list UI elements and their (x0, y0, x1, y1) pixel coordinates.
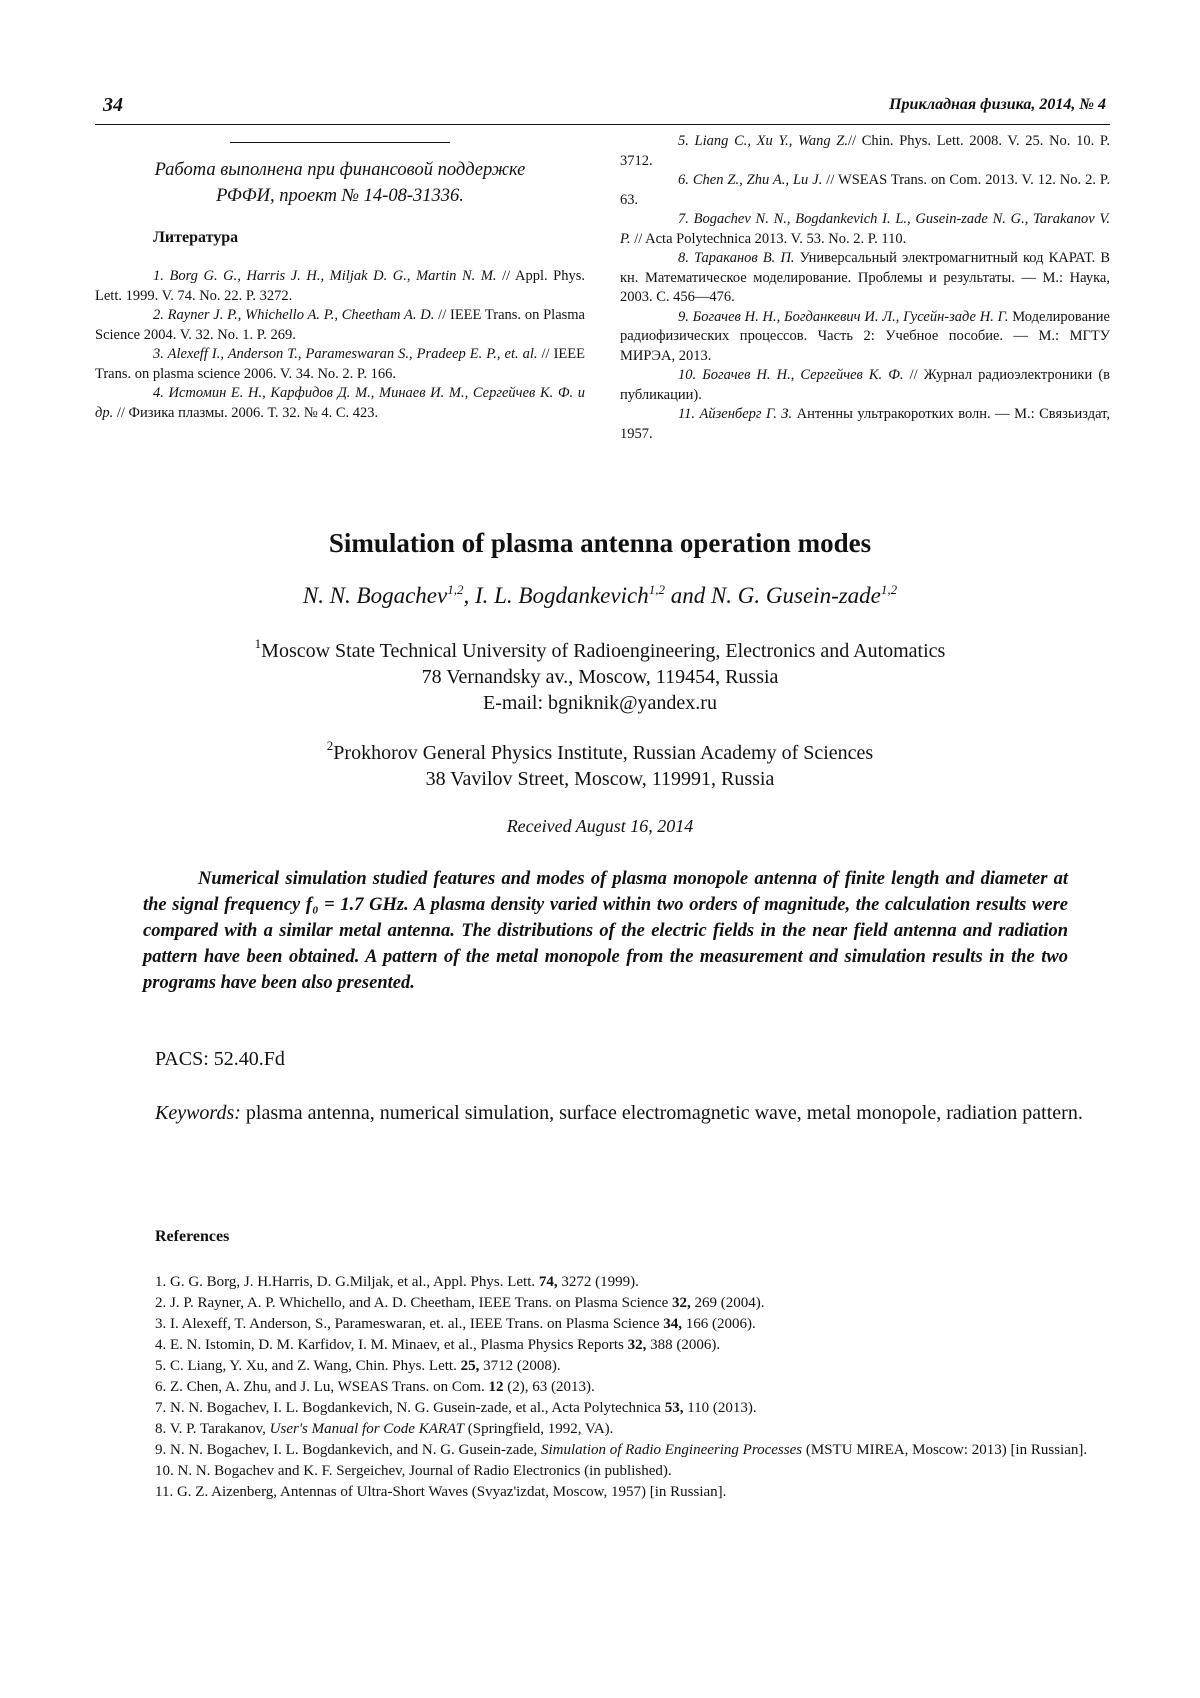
funding-line-1: Работа выполнена при финансовой поддержке (154, 160, 526, 180)
affiliation-2-marker: 2 (326, 738, 334, 753)
affiliation-1-email: E-mail: bgniknik@yandex.ru (483, 692, 717, 714)
keywords-label: Keywords: (155, 1102, 241, 1124)
literature-list-left (95, 267, 585, 423)
reference-item: 7. N. N. Bogachev, I. L. Bogdankevich, N. G. Gusein-zade, et al., Acta Polytechnica 53, 110 (2013). (155, 1400, 757, 1416)
keywords (95, 1100, 1110, 1126)
literature-item: 10. Богачев Н. Н., Сергейчев К. Ф. // Журнал радиоэлектроники (в публикации). (620, 367, 1110, 403)
reference-item: 8. V. P. Tarakanov, User's Manual for Code KARAT (Springfield, 1992, VA). (155, 1421, 614, 1437)
author-2: , I. L. Bogdankevich (463, 583, 649, 608)
literature-item: 1. Borg G. G., Harris J. H., Miljak D. G., Martin N. M. // Appl. Phys. Lett. 1999. V. 74. No. 22. P. 3272. (95, 268, 586, 304)
literature-list-right (620, 132, 1110, 444)
reference-item: 10. N. N. Bogachev and K. F. Sergeichev, Journal of Radio Electronics (in published). (155, 1463, 672, 1479)
abstract: Numerical simulation studied features and modes of plasma monopole antenna of finite length and diameter at the signal frequency f₀ = 1.7 GHz. A plasma density varied within two orders of magnitude, the calculation results were compared with a similar metal antenna. The distributions of the electric fields in the near field antenna and radiation pattern have been obtained. A pattern of the metal monopole from the measurement and simulation results in the two programs have been also presented. (143, 869, 1068, 993)
reference-item: 1. G. G. Borg, J. H.Harris, D. G.Miljak, et al., Appl. Phys. Lett. 74, 3272 (1999). (155, 1274, 639, 1290)
affiliation-2 (0, 740, 1200, 792)
literature-heading: Литература (153, 229, 239, 246)
funding-line-2: РФФИ, проект № 14-08-31336. (216, 186, 464, 206)
references-list (95, 1272, 1110, 1503)
author-1: N. N. Bogachev (302, 583, 448, 608)
reference-item: 11. G. Z. Aizenberg, Antennas of Ultra-Short Waves (Svyaz'izdat, Moscow, 1957) [in Russian]. (155, 1484, 727, 1500)
reference-item: 2. J. P. Rayner, A. P. Whichello, and A. D. Cheetham, IEEE Trans. on Plasma Science 32, 269 (2004). (155, 1295, 765, 1311)
author-1-affil: 1,2 (447, 582, 464, 597)
paper-title: Simulation of plasma antenna operation modes (328, 528, 872, 558)
affiliation-1-marker: 1 (254, 636, 262, 651)
running-header (95, 90, 1110, 125)
literature-item: 8. Тараканов В. П. Универсальный электромагнитный код КАРАТ. В кн. Математическое моделирование. Проблемы и результаты. — М.: Наука, 2003. С. 456—476. (620, 250, 1110, 305)
author-3: and N. G. Gusein-zade (664, 583, 881, 608)
literature-item: 6. Chen Z., Zhu A., Lu J. // WSEAS Trans. on Com. 2013. V. 12. No. 2. P. 63. (620, 172, 1110, 208)
journal-title: Прикладная физика, 2014, № 4 (889, 96, 1106, 113)
literature-item: 3. Alexeff I., Anderson T., Parameswaran S., Pradeep E. P., et. al. // IEEE Trans. on plasma science 2006. V. 34. No. 2. P. 166. (95, 346, 585, 382)
reference-item: 5. C. Liang, Y. Xu, and Z. Wang, Chin. Phys. Lett. 25, 3712 (2008). (155, 1358, 561, 1374)
author-list (0, 583, 1200, 609)
reference-item: 4. E. N. Istomin, D. M. Karfidov, I. M. Minaev, et al., Plasma Physics Reports 32, 388 (2006). (155, 1337, 721, 1353)
author-2-affil: 1,2 (648, 582, 665, 597)
references-heading: References (155, 1228, 230, 1245)
footnote-rule (230, 142, 450, 143)
left-column (95, 132, 585, 423)
reference-item: 6. Z. Chen, A. Zhu, and J. Lu, WSEAS Trans. on Com. 12 (2), 63 (2013). (155, 1379, 595, 1395)
literature-item: 11. Айзенберг Г. З. Антенны ультракоротких волн. — М.: Связьиздат, 1957. (620, 406, 1110, 442)
literature-item: 9. Богачев Н. Н., Богданкевич И. Л., Гусейн-заде Н. Г. Моделирование радиофизических процессов. Часть 2: Учебное пособие. — М.: МГТУ МИРЭА, 2013. (620, 308, 1110, 364)
received-date: Received August 16, 2014 (506, 816, 694, 836)
affiliation-2-name: Prokhorov General Physics Institute, Russian Academy of Sciences (333, 742, 874, 764)
affiliation-1-address: 78 Vernandsky av., Moscow, 119454, Russia (421, 666, 779, 688)
affiliation-1-name: Moscow State Technical University of Radioengineering, Electronics and Automatics (261, 640, 946, 662)
author-3-affil: 1,2 (880, 582, 898, 597)
page-number: 34 (103, 94, 123, 116)
keywords-text: plasma antenna, numerical simulation, surface electromagnetic wave, metal monopole, radiation pattern. (240, 1102, 1083, 1124)
reference-item: 9. N. N. Bogachev, I. L. Bogdankevich, and N. G. Gusein-zade, Simulation of Radio Engineering Processes (MSTU MIREA, Moscow: 2013) [in Russian]. (155, 1442, 1088, 1458)
literature-item: 4. Истомин Е. Н., Карфидов Д. М., Минаев И. М., Сергейчев К. Ф. и др. // Физика плазмы. 2006. Т. 32. № 4. С. 423. (95, 385, 585, 421)
literature-item: 7. Bogachev N. N., Bogdankevich I. L., Gusein-zade N. G., Tarakanov V. P. // Acta Polytechnica 2013. V. 53. No. 2. P. 110. (620, 211, 1110, 247)
funding-note (95, 157, 585, 209)
right-column (620, 132, 1110, 444)
pacs-code: PACS: 52.40.Fd (155, 1048, 285, 1070)
reference-item: 3. I. Alexeff, T. Anderson, S., Parameswaran, et. al., IEEE Trans. on Plasma Science 34, 166 (2006). (155, 1316, 756, 1332)
literature-item: 2. Rayner J. P., Whichello A. P., Cheetham A. D. // IEEE Trans. on Plasma Science 2004. V. 32. No. 1. P. 269. (95, 307, 585, 343)
affiliation-2-address: 38 Vavilov Street, Moscow, 119991, Russia (425, 768, 775, 790)
affiliation-1 (0, 638, 1200, 716)
literature-item: 5. Liang C., Xu Y., Wang Z.// Chin. Phys. Lett. 2008. V. 25. No. 10. P. 3712. (620, 133, 1110, 169)
